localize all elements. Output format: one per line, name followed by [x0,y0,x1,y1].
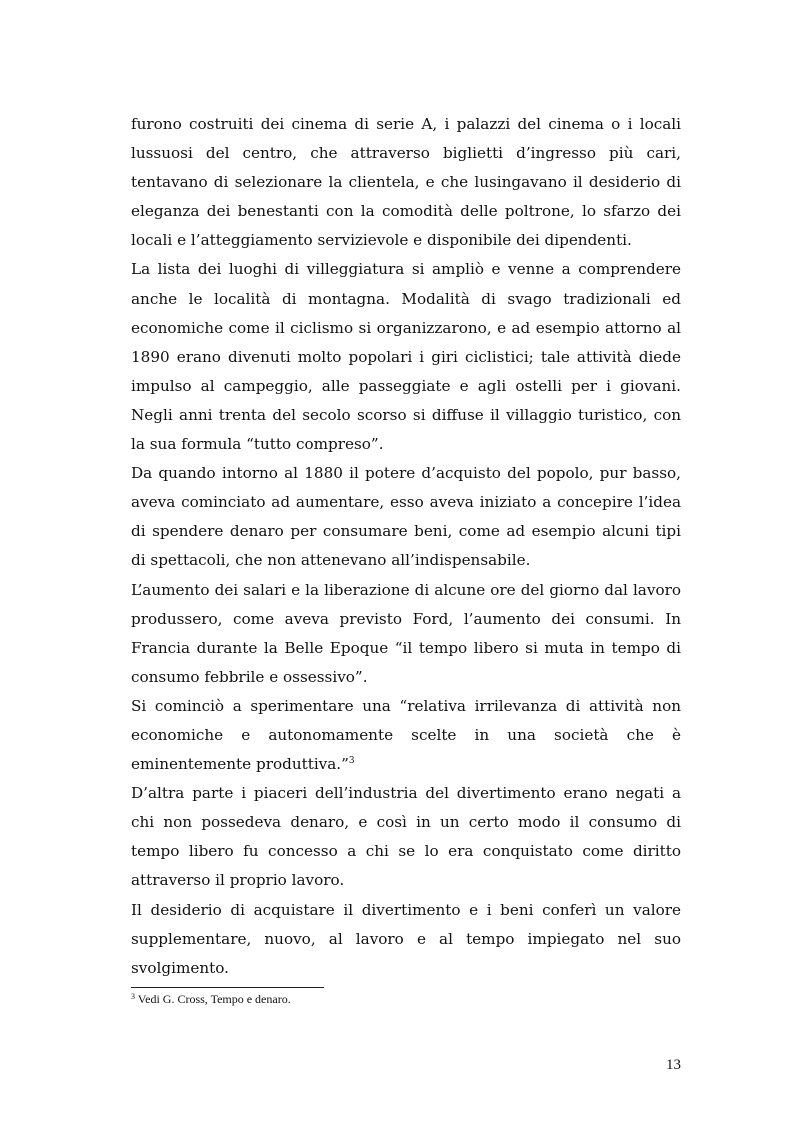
paragraph: La lista dei luoghi di villeggiatura si ampliò e venne a comprendere anche le località di montagna. Modalità di svago tradizionali ed economiche come il ciclismo si organizzarono, e ad esempio attorno al 1890 erano divenuti molto popolari i giri ciclistici; tale attività diede impulso al campeggio, alle passeggiate e agli ostelli per i giovani. Negli anni trenta del secolo scorso si diffuse il villaggio turistico, con la sua formula “tutto compreso”. [131,260,681,454]
body-text [131,110,681,983]
paragraph: L’aumento dei salari e la liberazione di alcune ore del giorno dal lavoro produssero, come aveva previsto Ford, l’aumento dei consumi. In Francia durante la Belle Epoque “il tempo libero si muta in tempo di consumo febbrile e ossessivo”. [131,580,681,686]
paragraph: Da quando intorno al 1880 il potere d’acquisto del popolo, pur basso, aveva cominciato ad aumentare, esso aveva iniziato a concepire l’idea di spendere denaro per consumare beni, come ad esempio alcuni tipi di spettacoli, che non attenevano all’indispensabile. [131,464,681,570]
page-number: 13 [666,1057,681,1073]
paragraph: Il desiderio di acquistare il divertimento e i beni conferì un valore supplementare, nuovo, al lavoro e al tempo impiegato nel suo svolgimento. [131,900,681,977]
footnote-number: 3 [131,992,135,1001]
footnote-reference: 3 [348,756,355,767]
footnote-separator [131,987,324,988]
paragraph: furono costruiti dei cinema di serie A, i palazzi del cinema o i locali lussuosi del centro, che attraverso biglietti d’ingresso più cari, tentavano di selezionare la clientela, e che lusingavano il desiderio di eleganza dei benestanti con la comodità delle poltrone, lo sfarzo dei locali e l’atteggiamento servizievole e disponibile dei dipendenti. [131,115,681,250]
paragraph-with-footnote-ref [131,692,681,779]
paragraph-text: Si cominciò a sperimentare una “relativa irrilevanza di attività non economiche e autonomamente scelte in una società che è eminentemente produttiva.” [131,696,681,774]
paragraph: D’altra parte i piaceri dell’industria del divertimento erano negati a chi non possedeva denaro, e così in un certo modo il consumo di tempo libero fu concesso a chi se lo era conquistato come diritto attraverso il proprio lavoro. [131,784,681,890]
footnote [131,992,681,1007]
footnote-text: Vedi G. Cross, Tempo e denaro. [137,992,291,1006]
